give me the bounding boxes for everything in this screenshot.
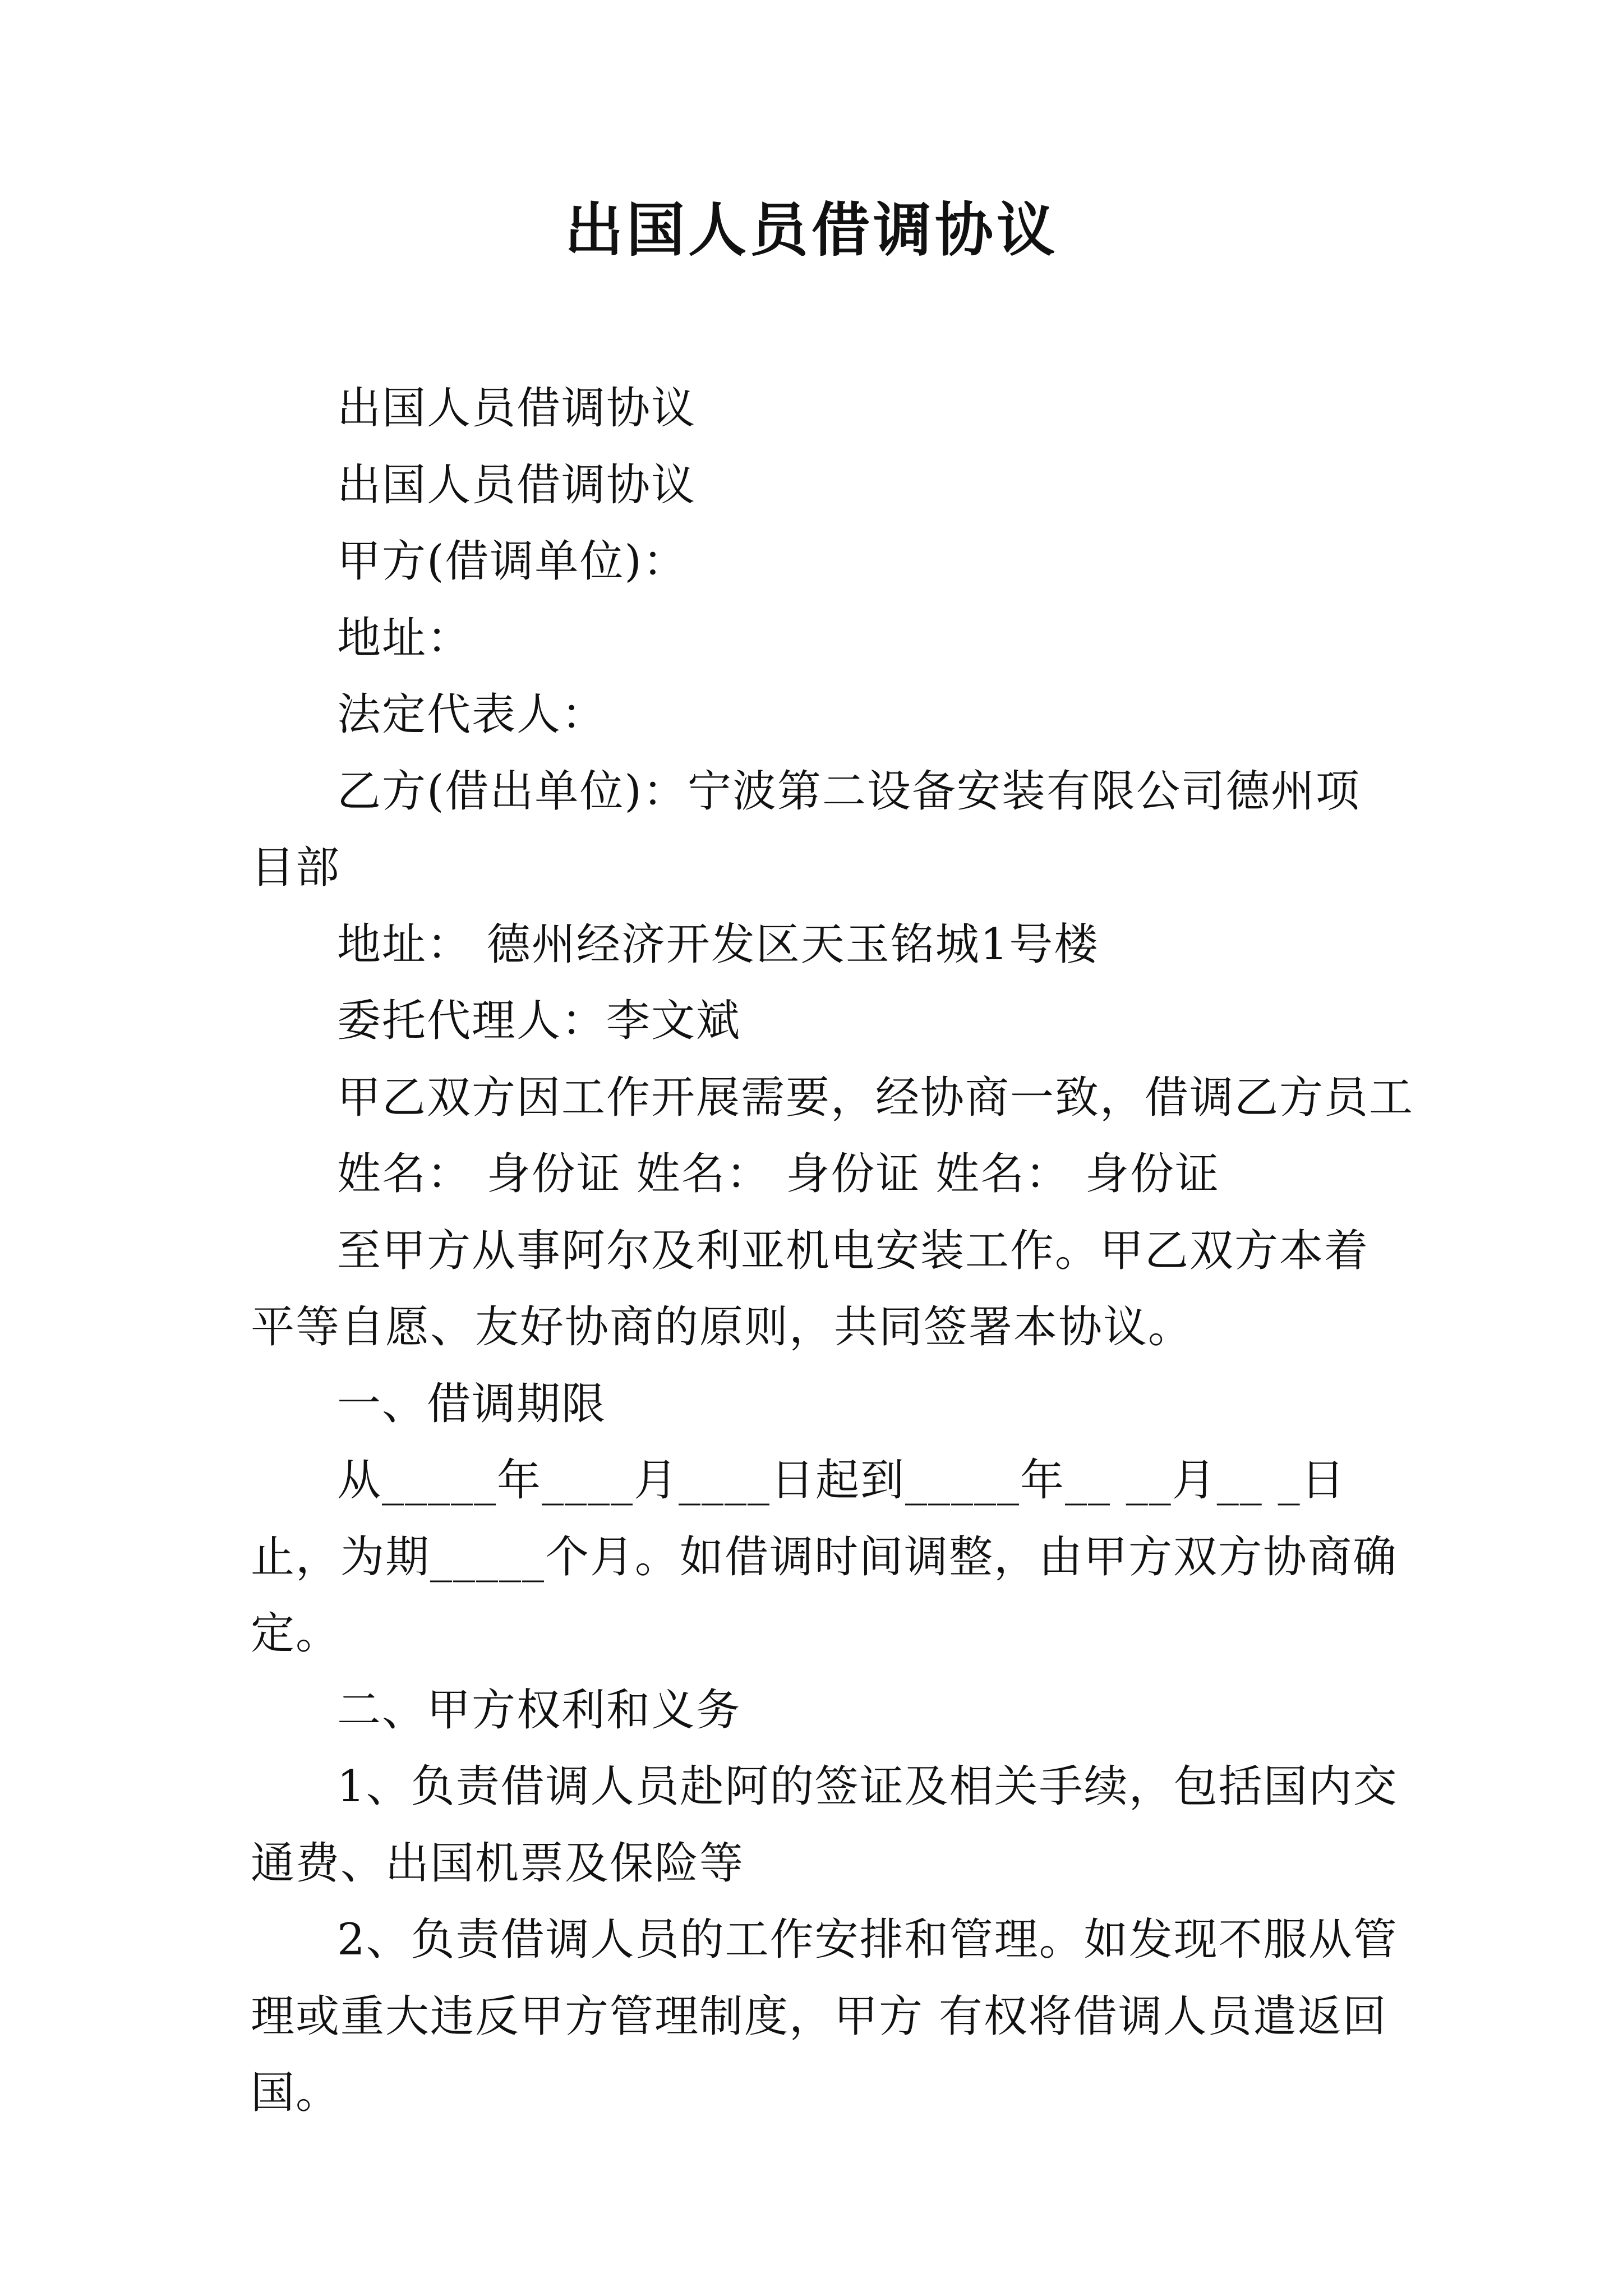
paragraph-party-b: 乙方(借出单位)：宁波第二设备安装有限公司德州项目部 bbox=[251, 766, 1361, 893]
paragraph-obligation-1: 1、负责借调人员赴阿的签证及相关手续，包括国内交通费、出国机票及保险等 bbox=[251, 1761, 1398, 1889]
paragraph-heading-repeat-1: 出国人员借调协议 bbox=[337, 383, 697, 434]
paragraph-employee-names: 姓名： 身份证 姓名： 身份证 姓名： 身份证 bbox=[337, 1149, 1220, 1199]
paragraph-work-description: 至甲方从事阿尔及利亚机电安装工作。甲乙双方本着平等自愿、友好协商的原则，共同签署本协议。 bbox=[251, 1225, 1370, 1352]
paragraph-party-a: 甲方(借调单位)： bbox=[337, 536, 688, 587]
paragraph-party-b-address: 地址： 德州经济开发区天玉铭城1号楼 bbox=[337, 919, 1099, 970]
section-heading-term: 一、借调期限 bbox=[337, 1378, 607, 1429]
document-body bbox=[251, 370, 1414, 2132]
paragraph-authorized-agent: 委托代理人：李文斌 bbox=[337, 996, 741, 1046]
paragraph-party-a-address: 地址： bbox=[337, 613, 472, 664]
paragraph-secondment-intro: 甲乙双方因工作开展需要，经协商一致，借调乙方员工 bbox=[337, 1072, 1414, 1123]
paragraph-obligation-2: 2、负责借调人员的工作安排和管理。如发现不服从管理或重大违反甲方管理制度，甲方 有权将借调人员遣返回国。 bbox=[251, 1915, 1398, 2118]
section-heading-party-a-rights: 二、甲方权利和义务 bbox=[337, 1685, 741, 1736]
paragraph-legal-representative: 法定代表人： bbox=[337, 689, 607, 740]
paragraph-term-dates: 从_____年____月____日起到_____年__ __月__ _日止，为期_____个月。如借调时间调整，由甲方双方协商确定。 bbox=[251, 1455, 1398, 1659]
paragraph-heading-repeat-2: 出国人员借调协议 bbox=[337, 459, 697, 510]
document-title: 出国人员借调协议 bbox=[564, 195, 1058, 264]
